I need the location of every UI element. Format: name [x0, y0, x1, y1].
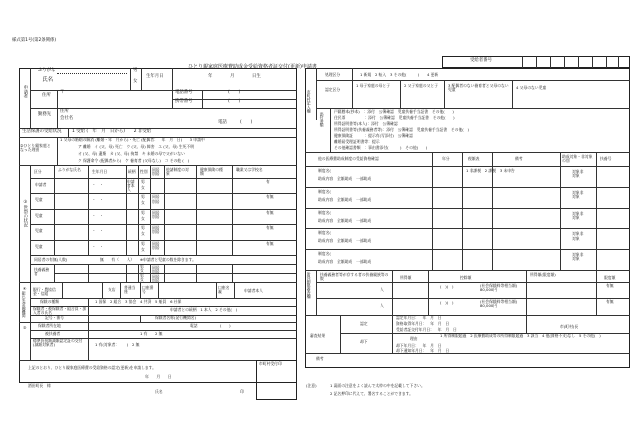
hh-col-gender: 性別	[140, 169, 148, 174]
classify-label: 処理区分	[325, 72, 341, 77]
reason-options-2c[interactable]: ク 保護命令 (配偶者から) ケ 養育者 (父母なし) コ その他 ( )	[78, 158, 190, 163]
other-row-system[interactable]: 制度名(	[318, 168, 331, 173]
hh-row-kind: 児童	[35, 197, 43, 203]
hh-row-female[interactable]: 女	[141, 246, 145, 252]
hh-row-female[interactable]: 女	[141, 231, 145, 237]
phone-paren[interactable]: ( )	[228, 90, 241, 95]
hh-row-male[interactable]: 男	[141, 209, 145, 215]
workplace-phone-paren[interactable]: ( )	[240, 120, 253, 125]
applicant-section-label: 申請者	[22, 85, 28, 99]
approve-date-3[interactable]: 受給者証交付年月日： 年 月 日	[396, 327, 457, 332]
reason-options-1[interactable]: 1 父母の婚姻の解消 (離婚・年 月から)・死亡 (配偶者： 年 月 日) 3 申請中	[60, 137, 205, 142]
hh-row-kind: 児童	[35, 212, 43, 218]
approve-authority: 市(町村)長	[560, 324, 579, 329]
income-col-count: 扶養義務者等が存する者の扶養親族等の数	[320, 272, 389, 282]
hh-col-cohab: 同居別居	[152, 167, 160, 177]
gender-male[interactable]: 男	[133, 68, 138, 73]
hh-row-mark[interactable]: 有無	[266, 209, 274, 215]
hh-row-divider	[30, 224, 297, 225]
other-cert-col-target: 助成対象・非対象の別	[562, 154, 593, 164]
mobile-label: 携帯番号	[175, 99, 193, 104]
other-cert-col-year: 年分	[442, 156, 450, 161]
other-cert-col-tax: 税額表	[468, 156, 480, 161]
account-number-input[interactable]	[160, 285, 214, 295]
reject-date-1[interactable]: 却下年月日： 年 月 日	[396, 343, 442, 348]
hh-row-mark[interactable]: 有無	[266, 194, 274, 200]
hh-row-cohab[interactable]: 同居別居	[152, 194, 160, 204]
hh-row-birth-input[interactable]: ・ ・	[92, 228, 104, 234]
supporter-1-cohab[interactable]: 同居別居	[152, 265, 160, 275]
other-row-content[interactable]: 助成内容 全額助成 一部助成	[318, 176, 372, 181]
hh-row-relation[interactable]: 申請者本人	[127, 179, 135, 193]
hh-col-relation: 続柄	[128, 169, 136, 174]
other-row-divider	[305, 208, 630, 209]
hh-col-kind: 区分	[34, 169, 42, 174]
hh-row-kind: 児童	[35, 243, 43, 249]
other-row-target[interactable]: 対象非対象	[572, 189, 584, 199]
income-row-2-limit[interactable]: 有無	[606, 299, 614, 304]
income-row-2-people[interactable]: 人	[380, 303, 384, 308]
address-label: 住所	[42, 93, 51, 98]
hh-row-divider	[30, 193, 297, 194]
other-row-divider	[305, 187, 630, 188]
hh-row-male[interactable]: 男	[141, 179, 145, 184]
bank-section-label: ④振込先金融機関	[22, 286, 28, 318]
other-cert-label: 他の医療費助成制度の受給資格確認	[318, 156, 379, 161]
declaration-text: 上記のとおり、ひとり親家庭医療費の受給資格の認定(更新)を申請します。	[28, 365, 156, 370]
furigana-label: ふりがな	[38, 68, 56, 73]
reject-label[interactable]: 却下	[360, 339, 368, 344]
others-value[interactable]: 無 有（ 人） ※申請者と児童の数を除きます。	[100, 257, 196, 262]
signature-name-label: 氏名	[155, 389, 163, 394]
reject-reason-options[interactable]: 1 所得制限超過 2 医療費助成等の所得制限超過 3 該当 4 他(資格不支)なし 5 その他( )	[440, 333, 601, 338]
classify-options[interactable]: 1 新規 2 転入 3 その他( ) 4 更新	[360, 72, 439, 77]
approve-date-2[interactable]: 資格取得年月日： 年 月 日	[396, 321, 450, 326]
doc-item[interactable]: 所得証明書等(扶養義務者等)：添付 公簿確認 児童扶養手当証書 その他( )	[334, 127, 470, 132]
insurer-address-label: 保険者所在地	[38, 323, 61, 328]
account-holder-label: 口座名義	[218, 285, 230, 295]
hh-col-insurance: 健康保険の種類	[200, 167, 223, 177]
signature-name-input[interactable]	[175, 386, 230, 395]
insurer-phone-paren[interactable]: ( )	[220, 323, 231, 328]
birth-year[interactable]: 年	[208, 74, 213, 79]
insured-name-label: 保険者・被保険者・組合員・加入者の氏名	[33, 306, 87, 316]
receipt-number-label: 受給者番号	[470, 58, 492, 63]
workplace-address-label: 住所	[60, 109, 69, 114]
account-type[interactable]: 普通当座	[124, 285, 136, 295]
cert-option-4[interactable]: 4 父母のない児童	[516, 85, 547, 90]
reject-date-2[interactable]: 却下通知年月日： 年 月 日	[396, 348, 450, 353]
symbol-number-label: 記号・番号	[45, 315, 64, 320]
hh-row-birth-input[interactable]: ・ ・	[92, 182, 104, 187]
other-row-divider	[305, 228, 630, 229]
other-row-target[interactable]: 対象非対象	[572, 210, 584, 220]
hh-row-kind: 児童	[35, 228, 43, 234]
hh-row-male[interactable]: 男	[141, 225, 145, 231]
reason-options-2a[interactable]: ア 離婚 イ (父、母) 死亡 ウ (父、母) 障害 エ (父、母) 生死不明	[78, 144, 195, 149]
income-col-deduction: 控除額	[460, 275, 472, 280]
bank-account-label: 銀行・農協信金・信組	[33, 287, 56, 297]
other-row-target[interactable]: 対象非対象	[572, 252, 584, 262]
supporter-1-male[interactable]: 男	[140, 264, 144, 269]
welfare-status-options[interactable]: 1 受給 ( 年 月 日から) 2 非受給	[72, 129, 152, 134]
cert-option-3[interactable]: 3 配偶者のない養育者と父母のない児童	[448, 83, 509, 93]
hh-row-cohab[interactable]: 同居別居	[152, 209, 160, 219]
birth-day[interactable]: 日生	[252, 74, 261, 79]
household-section-label: ③世帯の状況	[22, 200, 28, 227]
reception-stamp-label: 市町村受付印	[259, 361, 282, 366]
workplace-company-label: 会社名	[60, 116, 74, 121]
bank-name-input[interactable]	[64, 285, 100, 295]
office-vertical-label: 市町村記入欄	[307, 90, 313, 113]
supporter-2-female[interactable]: 女	[140, 277, 144, 282]
other-cert-col-dep: 扶養号	[600, 156, 612, 161]
hh-row-mark[interactable]: 有	[266, 179, 270, 184]
insurance-kind-options[interactable]: 1 国保 2 組合 3 協会 4 共済 5 船員 6 社保	[95, 299, 182, 304]
account-holder-value[interactable]: 申請者本人	[244, 288, 263, 293]
income-row-1-people[interactable]: 人	[380, 287, 384, 292]
doc-item[interactable]: 離婚届受理証明書等：提示	[334, 139, 380, 144]
cert-option-2[interactable]: 2 父子家庭の父と子	[404, 83, 438, 88]
other-row-system[interactable]: 制度名(	[318, 230, 331, 236]
other-row-system[interactable]: 制度名(	[318, 209, 331, 215]
income-col-limit: 限度額	[604, 275, 616, 280]
others-label: 同居者の有無(人数)	[34, 257, 68, 262]
branch-label: 支店	[108, 287, 116, 292]
doc-item[interactable]: 所得証明書等(本人)：添付 公簿確認	[334, 121, 398, 126]
income-row-2-deduction[interactable]: (社会保険料等相当額) 80,000円	[480, 299, 518, 309]
other-row-content[interactable]: 助成内容 全額助成 一部助成	[318, 217, 372, 223]
hh-row-name-input[interactable]	[56, 180, 86, 191]
std-burden-options[interactable]: 1 有(対象者： ) 2 無	[95, 342, 140, 347]
reason-label: ②ひとり親家庭となった理由	[20, 143, 51, 153]
seal-mark[interactable]: 印	[240, 389, 244, 394]
note-1: 1 裏面の注意をよく読んで太枠の中を記載して下さい。	[330, 383, 425, 388]
birth-month[interactable]: 月	[230, 74, 235, 79]
hh-row-divider	[30, 209, 297, 210]
insurer-phone-label: 電話	[190, 323, 198, 328]
workplace-phone-label: 電話	[218, 120, 227, 125]
mayor-address: 酒田町長 様	[28, 383, 51, 388]
hh-row-female[interactable]: 女	[141, 215, 145, 221]
other-row-system[interactable]: 制度名(	[318, 251, 331, 257]
other-row-divider	[305, 270, 630, 271]
cert-option-1[interactable]: 1 母子家庭の母と子	[356, 83, 390, 88]
welfare-status-label: 生活保護の受給状況	[22, 129, 62, 134]
income-row-2-amount[interactable]: ( )( )	[440, 300, 454, 305]
hh-col-other-system: 他諸制度の対象	[166, 167, 189, 177]
hh-row-mark[interactable]: 有無	[266, 225, 274, 231]
hh-row-name-input[interactable]	[56, 242, 86, 253]
supporter-1-female[interactable]: 女	[140, 268, 144, 273]
other-row-target[interactable]: 対象非対象	[572, 169, 584, 179]
notes-label: (注意)	[306, 383, 317, 388]
birthdate-label: 生年月日	[146, 74, 164, 79]
income-col-limit-amount: 所得額(限度額)	[530, 272, 556, 277]
hh-row-kind: 申請者	[35, 182, 47, 187]
hh-row-cohab[interactable]: 同居別居	[152, 225, 160, 235]
form-number: 様式第1号(第2条関係)	[12, 38, 57, 43]
doc-item[interactable]: その他確認書類 ：事由書添付( ) その他( )	[334, 145, 428, 150]
other-row-target[interactable]: 対象非対象	[572, 231, 584, 241]
address-input[interactable]	[62, 98, 170, 106]
hh-row-birth-input[interactable]: ・ ・	[92, 212, 104, 218]
review-result-label: 審査結果	[310, 333, 326, 338]
hh-row-male[interactable]: 男	[141, 240, 145, 246]
reason-options-2b[interactable]: オ (父、母) 遺棄 カ (父、母) 拘禁 キ 未婚の母で父がいない	[78, 151, 185, 156]
hh-col-birth: 生年月日	[92, 169, 108, 174]
dependent-options[interactable]: 1 有 2 無	[140, 331, 163, 336]
hh-row-birth-input[interactable]: ・ ・	[92, 197, 104, 203]
std-burden-label: 標準負担額減額認定証の交付(減額対象者)	[33, 338, 83, 348]
income-col-amount: 所得額	[400, 275, 412, 280]
supporter-2-male[interactable]: 男	[140, 273, 144, 278]
supporters-label: 扶養義務者	[34, 267, 50, 277]
doc-item[interactable]: 戸籍謄本(抄本) ：添付 公簿確認 児童扶養手当証書 その他( )	[334, 109, 454, 114]
other-row-content[interactable]: 助成内容 全額助成 一部助成	[318, 238, 372, 244]
insurer-name-label: 保険者名称(発行機関名)	[155, 315, 196, 320]
workplace-label: 勤務先	[38, 112, 52, 117]
supporter-2-cohab[interactable]: 同居別居	[152, 274, 160, 284]
docs-label: 添付書類	[320, 112, 326, 128]
other-row-tax[interactable]: 1 非課税 2 課税 3 未申告	[466, 168, 515, 173]
approve-date-1[interactable]: 認定年月日： 年 月 日	[396, 315, 442, 320]
postal-mark: 〒	[60, 90, 65, 95]
hh-col-occupation: 職業又は学校名	[236, 167, 263, 172]
mobile-paren[interactable]: ( )	[228, 99, 241, 104]
other-row-system[interactable]: 制度名(	[318, 188, 331, 194]
other-row-content[interactable]: 助成内容 全額助成 一部助成	[318, 196, 372, 202]
doc-item[interactable]: 健康保険証 ：提示有(写添付) 公簿確認	[334, 133, 413, 138]
gender-female[interactable]: 女	[133, 79, 138, 84]
remarks-label: 備考	[316, 356, 324, 361]
approve-label[interactable]: 認定	[360, 321, 368, 326]
hh-row-cohab[interactable]: 同居別居	[152, 240, 160, 250]
applicant-name-input[interactable]	[60, 76, 126, 84]
cert-label: 認定区分	[325, 87, 341, 92]
other-row-content[interactable]: 助成内容 全額助成 一部助成	[318, 259, 372, 265]
income-row-1-amount[interactable]: ( )( )	[440, 284, 454, 289]
hh-row-name-input[interactable]	[56, 226, 86, 237]
name-label: 氏名	[42, 77, 54, 83]
hh-row-female[interactable]: 女	[141, 200, 145, 206]
hh-row-name-input[interactable]	[56, 195, 86, 206]
insurance-kind-label: 保険の種類	[40, 299, 59, 304]
insured-relation-options[interactable]: 申請者との続柄 1 本人 2 その他( )	[170, 307, 238, 312]
income-row-1-deduction[interactable]: (社会保険料等相当額) 80,000円	[480, 283, 518, 293]
hh-row-birth-input[interactable]: ・ ・	[92, 243, 104, 249]
other-row-divider	[305, 249, 630, 250]
reject-reason-label: 理由	[410, 336, 418, 341]
note-2: 2 記名押印に代えて、署名することができます。	[330, 391, 413, 396]
hh-row-mark[interactable]: 有無	[266, 240, 274, 246]
hh-row-male[interactable]: 男	[141, 194, 145, 200]
hh-row-female[interactable]: 女	[141, 185, 145, 190]
hh-col-name: ふりがな氏名	[58, 167, 81, 172]
doc-item[interactable]: 住民票 ：添付 公簿確認 児童扶養手当証書 その他( )	[334, 115, 455, 120]
income-review-label: 所得制限審査欄	[307, 272, 313, 299]
dependent-label: 被扶養者	[45, 331, 61, 336]
hh-row-name-input[interactable]	[56, 211, 86, 222]
declaration-date[interactable]: 年 月 日	[145, 374, 172, 379]
insurance-vertical-label: ⑤	[22, 325, 28, 330]
phone-label: 電話番号	[175, 90, 193, 95]
account-number-label: 口座番号	[142, 285, 154, 295]
other-cert-col-notes: 備考	[515, 156, 523, 161]
income-row-1-limit[interactable]: 有無	[606, 283, 614, 288]
form-title: ひとり親家庭医療費助成金受給資格者証交付(更新)申請書	[188, 64, 317, 70]
hh-row-divider	[30, 240, 297, 241]
